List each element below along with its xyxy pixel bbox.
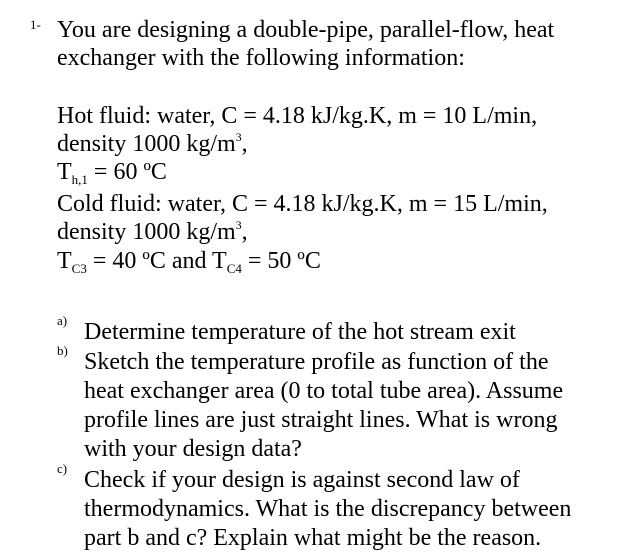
subscript: h,1 <box>71 172 88 187</box>
part-a-line: Determine temperature of the hot stream exit <box>84 319 516 345</box>
intro-line-2: exchanger with the following information: <box>57 45 465 71</box>
exp: 3 <box>235 218 242 232</box>
part-c-label: c) <box>57 461 68 476</box>
part-c-line: part b and c? Explain what might be the reason. <box>84 525 542 551</box>
cold-density: density 1000 kg/m <box>57 219 236 245</box>
part-b-line: Sketch the temperature profile as function of the <box>84 349 549 375</box>
part-b-line: heat exchanger area (0 to total tube area). Assume <box>84 378 564 404</box>
hot-fluid-line: Hot fluid: water, C = 4.18 kJ/kg.K, m = 10 L/min, <box>57 103 538 129</box>
comma: , <box>241 219 248 245</box>
hot-inlet-temp <box>57 158 167 186</box>
problem-number: 1- <box>30 17 41 32</box>
value: = 60 ºC <box>87 159 167 185</box>
exp: 3 <box>235 130 242 144</box>
part-b-label: b) <box>57 343 68 358</box>
cold-temps <box>57 247 321 275</box>
subscript: C3 <box>71 261 87 276</box>
comma: , <box>241 131 248 157</box>
intro-line-1: You are designing a double-pipe, parallel-flow, heat <box>57 17 555 43</box>
hot-density: density 1000 kg/m <box>57 131 236 157</box>
part-c-line: thermodynamics. What is the discrepancy between <box>84 496 572 522</box>
part-b-line: with your design data? <box>84 436 302 462</box>
part-a-label: a) <box>57 313 68 328</box>
subscript: C4 <box>226 261 242 276</box>
t-symbol: T <box>57 159 72 185</box>
t-symbol: T <box>57 248 72 274</box>
value: = 50 ºC <box>241 248 321 274</box>
value: = 40 ºC and T <box>86 248 227 274</box>
hot-density-line <box>57 130 248 158</box>
cold-fluid-line: Cold fluid: water, C = 4.18 kJ/kg.K, m = 15 L/min, <box>57 191 548 217</box>
part-b-line: profile lines are just straight lines. What is wrong <box>84 407 558 433</box>
cold-density-line <box>57 218 248 246</box>
part-c-line: Check if your design is against second law of <box>84 467 520 493</box>
